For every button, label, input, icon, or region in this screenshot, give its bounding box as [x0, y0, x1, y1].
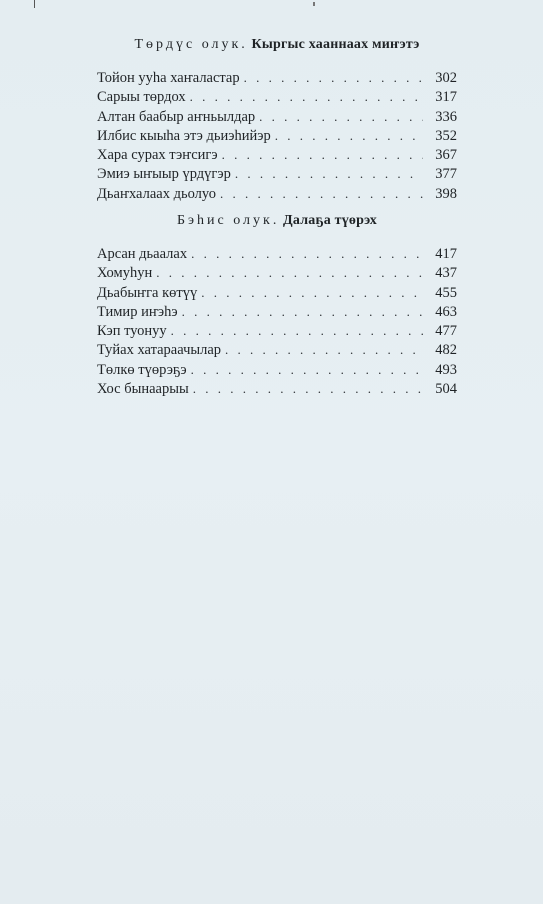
entry-title: Илбис кыыһа этэ дьиэһийэр: [97, 127, 271, 144]
toc-entry[interactable]: [97, 304, 457, 323]
toc-entry[interactable]: [97, 147, 457, 166]
toc-list-section-5: [97, 246, 457, 400]
entry-page-number: 455: [435, 284, 457, 301]
section-heading: [97, 37, 457, 53]
toc-entry[interactable]: [97, 89, 457, 108]
section-heading: [97, 213, 457, 229]
entry-title: Хомуһун: [97, 265, 153, 282]
toc-section-4: [97, 37, 457, 53]
entry-title: Төлкө түөрэҕэ: [97, 361, 187, 378]
toc-entry[interactable]: [97, 362, 457, 381]
dot-leader: [193, 381, 423, 397]
dot-leader: [156, 265, 423, 281]
section-title-label: Кыргыс хааннаах миҥэтэ: [251, 37, 420, 52]
toc-entry[interactable]: [97, 246, 457, 265]
toc-entry[interactable]: [97, 323, 457, 342]
toc-entry[interactable]: [97, 186, 457, 205]
dot-leader: [275, 128, 423, 144]
dot-leader: [191, 246, 423, 262]
toc-entry[interactable]: [97, 342, 457, 361]
entry-page-number: 493: [435, 361, 457, 378]
entry-page-number: 417: [435, 246, 457, 262]
entry-title: Арсан дьаалах: [97, 246, 188, 262]
dot-leader: [235, 166, 423, 182]
dot-leader: [171, 323, 423, 339]
entry-title: Кэп туонуу: [97, 323, 167, 340]
toc-entry[interactable]: [97, 166, 457, 185]
toc-entry[interactable]: [97, 70, 457, 89]
toc-list-section-4: [97, 70, 457, 205]
dot-leader: [220, 186, 423, 202]
entry-page-number: 367: [435, 147, 457, 164]
entry-page-number: 477: [435, 323, 457, 340]
entry-title: Туйах хатараачылар: [97, 342, 222, 359]
entry-title: Хара сурах тэҥсигэ: [97, 147, 218, 164]
entry-page-number: 437: [435, 265, 457, 282]
dot-leader: [225, 342, 423, 358]
entry-title: Хос бынаарыы: [97, 381, 189, 398]
toc-entry[interactable]: [97, 381, 457, 400]
dot-leader: [259, 109, 423, 125]
entry-page-number: 377: [435, 166, 457, 183]
entry-title: Дьаҥхалаах дьолуо: [97, 185, 217, 202]
entry-page-number: 317: [435, 89, 457, 106]
section-number-label: Төрдүс олук.: [134, 37, 248, 52]
print-speck: [313, 2, 315, 6]
toc-entry[interactable]: [97, 265, 457, 284]
section-number-label: Бэһис олук.: [176, 213, 280, 228]
toc-entry[interactable]: [97, 109, 457, 128]
entry-title: Тойон ууһа хаҥаластар: [97, 70, 240, 86]
dot-leader: [244, 70, 423, 86]
dot-leader: [190, 89, 423, 105]
section-title-label: Далаҕа түөрэх: [283, 213, 377, 228]
dot-leader: [182, 304, 423, 320]
entry-page-number: 352: [435, 127, 457, 144]
entry-page-number: 398: [435, 185, 457, 202]
entry-page-number: 302: [435, 70, 457, 86]
toc-entry[interactable]: [97, 285, 457, 304]
page-edge-mark: [34, 0, 35, 8]
dot-leader: [191, 362, 423, 378]
entry-title: Алтан баабыр аҥньылдар: [97, 108, 256, 125]
entry-title: Эмиэ ыҥыыр үрдүгэр: [97, 166, 231, 183]
entry-title: Тимир иҥэһэ: [97, 303, 178, 320]
entry-page-number: 463: [435, 303, 457, 320]
toc-entry[interactable]: [97, 128, 457, 147]
entry-title: Дьабыҥга көтүү: [97, 284, 198, 301]
dot-leader: [201, 285, 423, 301]
entry-page-number: 336: [435, 108, 457, 125]
entry-page-number: 504: [435, 381, 457, 398]
dot-leader: [222, 147, 423, 163]
entry-title: Сарыы төрдох: [97, 89, 186, 106]
entry-page-number: 482: [435, 342, 457, 359]
toc-section-5: [97, 213, 457, 229]
